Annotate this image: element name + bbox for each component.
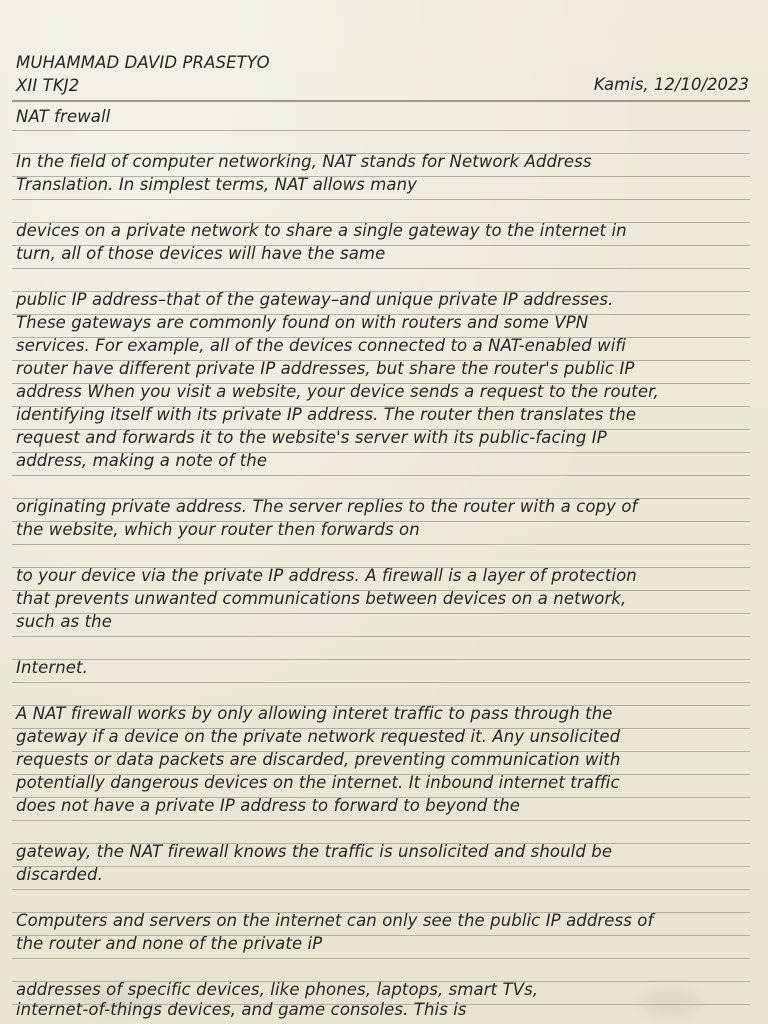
entry-date: Kamis, 12/10/2023: [593, 75, 749, 94]
text-line: services. For example, all of the devices connected to a NAT-enabled wifi: [16, 336, 626, 355]
text-line: potentially dangerous devices on the internet. It inbound internet traffic: [16, 773, 620, 792]
ruled-line: [12, 199, 750, 200]
text-line: gateway if a device on the private network requested it. Any unsolicited: [16, 727, 621, 746]
text-line: to your device via the private IP address. A firewall is a layer of protection: [16, 566, 637, 585]
ruled-line: [12, 820, 750, 821]
ruled-line: [12, 958, 750, 959]
text-line: Computers and servers on the internet can only see the public IP address of: [16, 911, 654, 930]
text-line: public IP address–that of the gateway–and unique private IP addresses.: [16, 290, 614, 309]
text-line: A NAT firewall works by only allowing interet traffic to pass through the: [16, 704, 613, 723]
ruled-line: [12, 475, 750, 476]
text-line: internet-of-things devices, and game consoles. This is: [16, 1000, 467, 1019]
text-line: turn, all of those devices will have the same: [16, 244, 386, 263]
ruled-line: [12, 130, 750, 131]
text-line: address, making a note of the: [16, 451, 268, 470]
text-line: Translation. In simplest terms, NAT allows many: [16, 175, 418, 194]
ruled-line: [12, 889, 750, 890]
text-line: discarded.: [16, 865, 103, 884]
text-line: address When you visit a website, your device sends a request to the router,: [16, 382, 659, 401]
ruled-line: [12, 544, 750, 545]
ruled-line: [12, 636, 750, 637]
text-line: the website, which your router then forwards on: [16, 520, 420, 539]
text-line: requests or data packets are discarded, preventing communication with: [16, 750, 621, 769]
text-line: such as the: [16, 612, 112, 631]
text-line: request and forwards it to the website's server with its public-facing IP: [16, 428, 607, 447]
text-line: does not have a private IP address to forward to beyond the: [16, 796, 521, 815]
text-line: that prevents unwanted communications between devices on a network,: [16, 589, 627, 608]
text-line: the router and none of the private iP: [16, 934, 323, 953]
ruled-line: [12, 268, 750, 269]
text-line: identifying itself with its private IP address. The router then translates the: [16, 405, 637, 424]
header-rule: [12, 100, 750, 102]
student-class: XII TKJ2: [16, 76, 80, 95]
ruled-line: [12, 682, 750, 683]
text-line: gateway, the NAT firewall knows the traffic is unsolicited and should be: [16, 842, 613, 861]
page-title: NAT frewall: [16, 107, 111, 126]
text-line: router have different private IP addresses, but share the router's public IP: [16, 359, 635, 378]
text-line: devices on a private network to share a single gateway to the internet in: [16, 221, 627, 240]
text-line: originating private address. The server replies to the router with a copy of: [16, 497, 638, 516]
text-line: Internet.: [16, 658, 88, 677]
text-line: These gateways are commonly found on with routers and some VPN: [16, 313, 589, 332]
text-line: In the field of computer networking, NAT stands for Network Address: [16, 152, 592, 171]
student-name: MUHAMMAD DAVID PRASETYO: [16, 53, 270, 72]
text-line: addresses of specific devices, like phones, laptops, smart TVs,: [16, 980, 539, 999]
